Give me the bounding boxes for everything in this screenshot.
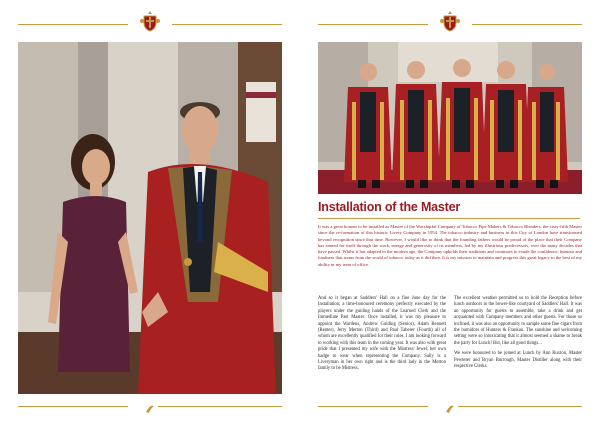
body-paragraph: We were honoured to be joined at Lunch by Ann Buxton, Master Pewterer and Bryan Burrough, Master Distiller along with their respective Clerks. <box>454 351 582 370</box>
title-underline <box>318 218 580 219</box>
footer-rule-right <box>158 406 282 407</box>
text-column-2 <box>454 296 582 374</box>
header-rule-right <box>472 24 582 25</box>
header-rule-right <box>172 24 282 25</box>
photo-couple-in-ceremonial-robes <box>18 42 282 394</box>
header-rule-left <box>318 24 428 25</box>
footer-rule-left <box>318 406 428 407</box>
gold-flourish-icon <box>445 401 455 411</box>
article-title: Installation of the Master <box>318 200 461 214</box>
footer-rule-right <box>458 406 582 407</box>
text-column-1 <box>318 296 446 377</box>
company-crest-icon <box>438 9 462 33</box>
company-crest-icon <box>138 9 162 33</box>
photo-five-masters-in-red-robes <box>318 42 582 194</box>
body-paragraph: The excellent weather permitted us to hold the Reception before lunch outdoors in the bower-like courtyard of Saddlers' Hall. It was an opportunity for guests to assemble, take a drink and get acquainted with Company members and other guests. For those so inclined, it was also an opportunity to sample some fine cigars from the humidors of Hunters & Frankau. The sunshine and welcoming setting were so intoxicating that it almost seemed a shame to break the party for Lunch! But, like all good things... <box>454 296 582 346</box>
footer-rule-left <box>18 406 128 407</box>
body-paragraph: And so it began at Saddlers' Hall on a fine June day for the Installation; a time-honoured ceremony perfectly executed by the players under the guiding hands of the Learned Clerk and the Immediate Past Master. Once installed, it was my pleasure to appoint the Wardens, Andrew Golding (Senior), Adam Bennett (Renter), Jerry Merton (Third) and Paul Taberer (Fourth) all of whom are excellently qualified for their roles. I am looking forward to working with this team in the coming year. It was also with great pride that I presented my wife with the Mistress' Jewel, her own badge to wear when representing the Company. Sally is a Liveryman in her own right and is the third lady in the Merton family to be Mistress. <box>318 296 446 372</box>
header-rule-left <box>18 24 128 25</box>
intro-paragraph: It was a great honour to be installed as Master of the Worshipful Company of Tobacco Pipe Makers & Tobacco Blenders, the sixty-fifth Master since the re-formation of this historic Livery Company in 1954. The tobacco industry and business in this City of London have transformed beyond recognition since that time. However, I would like to think that the founding fathers would be proud of the place that their Company has earned for itself through the work, energy and generosity of its members, led by my illustrious predecessors, over the many decades that have passed. Whilst it has adapted to the modern age, the Company upholds their traditions and continues to exude the confidence, humour and fondness that stems from the world of tobacco today as it did then. It is my mission to maintain and progress this great legacy to the best of my ability in my term of office. <box>318 224 582 267</box>
gold-flourish-icon <box>145 401 155 411</box>
